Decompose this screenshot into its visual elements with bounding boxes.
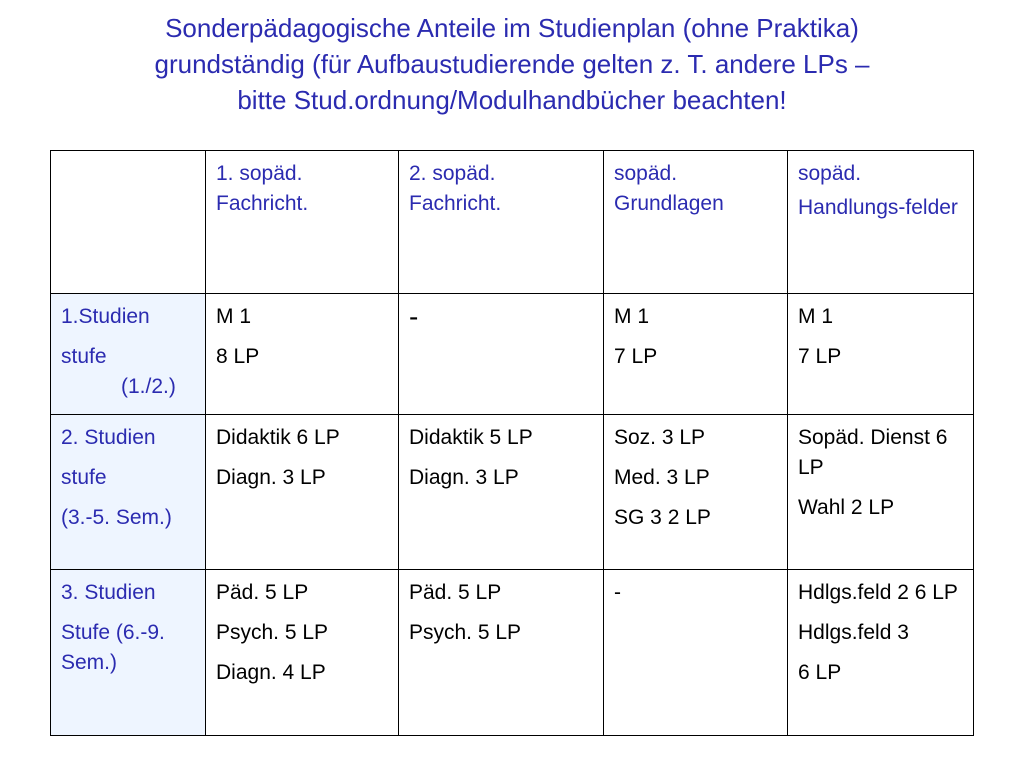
- cell-line: Psych. 5 LP: [409, 621, 522, 644]
- cell-line: Wahl 2 LP: [798, 496, 895, 519]
- table-row: [51, 570, 974, 736]
- row-3-col-3: [604, 570, 788, 736]
- cell-line: Diagn. 3 LP: [216, 466, 326, 489]
- cell-line: -: [614, 581, 621, 604]
- cell-line: M 1: [798, 305, 834, 328]
- cell-line: Med. 3 LP: [614, 466, 710, 489]
- cell-line: Soz. 3 LP: [614, 426, 706, 449]
- row-3-col-2: [399, 570, 604, 736]
- row-3-col-1: [206, 570, 399, 736]
- header-col-4: [788, 151, 974, 294]
- cell-line: 7 LP: [798, 345, 842, 368]
- row-1-label-line-1: 1.Studien: [61, 305, 150, 328]
- row-3-col-4: [788, 570, 974, 736]
- slide-title: [40, 10, 984, 118]
- cell-line: Hdlgs.feld 2 6 LP: [798, 581, 958, 604]
- cell-line: Diagn. 3 LP: [409, 466, 519, 489]
- row-2-col-1: [206, 415, 399, 570]
- row-2-col-2: [399, 415, 604, 570]
- row-1-col-2: [399, 294, 604, 415]
- table-row: [51, 294, 974, 415]
- cell-line: Päd. 5 LP: [409, 581, 502, 604]
- study-plan-table: [50, 150, 974, 736]
- header-col-1-label: 1. sopäd. Fachricht.: [216, 162, 309, 215]
- header-col-3: [604, 151, 788, 294]
- row-1-label: [51, 294, 206, 415]
- row-1-col-1: [206, 294, 399, 415]
- cell-line: 8 LP: [216, 345, 260, 368]
- row-2-col-4: [788, 415, 974, 570]
- row-1-col-3: [604, 294, 788, 415]
- cell-line: Didaktik 6 LP: [216, 426, 340, 449]
- header-col-4-line-2: Handlungs-felder: [798, 196, 958, 219]
- row-2-label-line-3: (3.-5. Sem.): [61, 506, 172, 529]
- row-2-label: [51, 415, 206, 570]
- header-empty-cell: [51, 151, 206, 294]
- cell-line: Sopäd. Dienst 6 LP: [798, 426, 948, 479]
- row-1-label-line-2: stufe: [61, 345, 107, 368]
- cell-line: Hdlgs.feld 3: [798, 621, 909, 644]
- cell-line: M 1: [614, 305, 650, 328]
- header-col-2-label: 2. sopäd. Fachricht.: [409, 162, 502, 215]
- cell-line: Päd. 5 LP: [216, 581, 309, 604]
- header-col-4-line-1: sopäd.: [798, 162, 862, 185]
- row-3-label-line-2: Stufe (6.-9. Sem.): [61, 621, 165, 674]
- cell-line: SG 3 2 LP: [614, 506, 711, 529]
- cell-line: Psych. 5 LP: [216, 621, 329, 644]
- row-2-col-3: [604, 415, 788, 570]
- row-2-label-line-2: stufe: [61, 466, 107, 489]
- row-3-label-line-1: 3. Studien: [61, 581, 156, 604]
- cell-line: -: [409, 301, 419, 332]
- title-line-1: Sonderpädagogische Anteile im Studienplan (ohne Praktika): [165, 13, 859, 43]
- row-1-label-line-3: (1./2.): [121, 375, 176, 398]
- cell-line: M 1: [216, 305, 252, 328]
- row-3-label: [51, 570, 206, 736]
- header-col-2: [399, 151, 604, 294]
- cell-line: 7 LP: [614, 345, 658, 368]
- cell-line: Diagn. 4 LP: [216, 661, 326, 684]
- table-row: [51, 415, 974, 570]
- row-1-col-4: [788, 294, 974, 415]
- header-col-3-label: sopäd. Grundlagen: [614, 162, 724, 215]
- row-2-label-line-1: 2. Studien: [61, 426, 156, 449]
- table-header-row: [51, 151, 974, 294]
- header-col-1: [206, 151, 399, 294]
- cell-line: 6 LP: [798, 661, 842, 684]
- cell-line: Didaktik 5 LP: [409, 426, 533, 449]
- title-line-2: grundständig (für Aufbaustudierende gelten z. T. andere LPs –: [154, 49, 870, 79]
- title-line-3: bitte Stud.ordnung/Modulhandbücher beachten!: [237, 85, 787, 115]
